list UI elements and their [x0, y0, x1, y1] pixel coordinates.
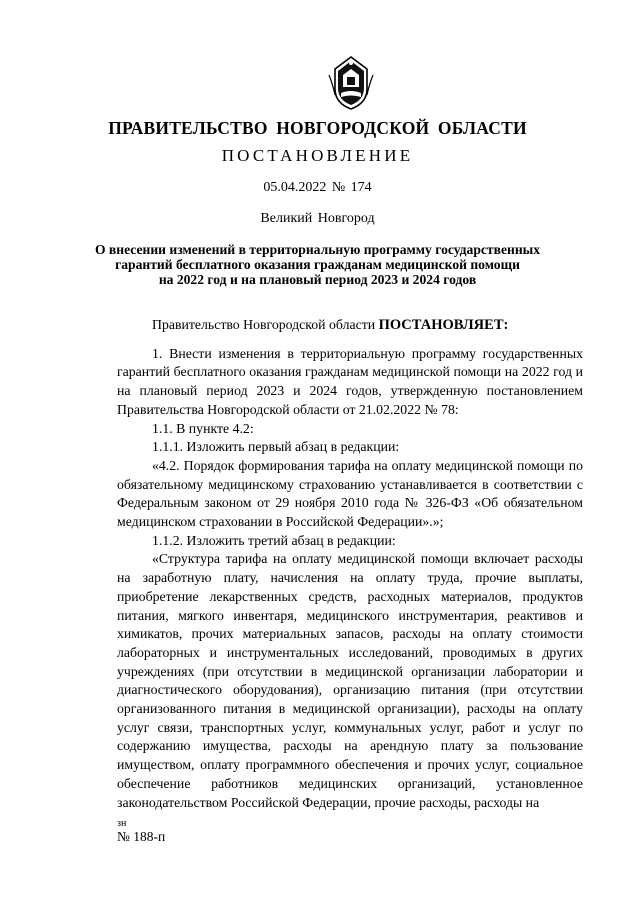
document-title — [0, 242, 635, 287]
lead-text: Правительство Новгородской области — [152, 317, 379, 332]
document-body — [117, 316, 583, 812]
paragraph: «Структура тарифа на оплату медицинской помощи включает расходы на заработную плату, начисления на оплату труда, прочие выплаты, приобретение лекарственных средств, расходных материалов, продуктов питания, мягкого инвентаря, медицинского инструментария, реактивов и химикатов, прочих материальных запасов, расходы на оплату стоимости лабораторных и инструментальных исследований, проводимых в других учреждениях (при отсутствии в медицинской организации лаборатории и диагностического оборудования), организацию питания (при отсутствии организованного питания в медицинской организации), расходы на оплату услуг связи, транспортных услуг, коммунальных услуг, работ и услуг по содержанию имущества, расходы на арендную плату за пользование имуществом, оплату программного обеспечения и прочих услуг, социальное обеспечение работников медицинских организаций, установленное законодательством Российской Федерации, прочие расходы, расходы на — [117, 551, 583, 810]
title-line: гарантий бесплатного оказания гражданам медицинской помощи — [115, 257, 520, 272]
document-type: ПОСТАНОВЛЕНИЕ — [221, 146, 414, 165]
paragraph: «4.2. Порядок формирования тарифа на оплату медицинской помощи по обязательному медицинскому страхованию устанавливается в соответствии с Федеральным законом от 29 ноября 2010 года № 326-ФЗ «Об обязательном медицинском страховании в Российской Федерации».»; — [117, 457, 583, 530]
footnote-mark: зн — [117, 818, 127, 829]
title-line: О внесении изменений в территориальную программу государственных — [94, 242, 541, 257]
document-number: № 188-п — [117, 829, 166, 844]
paragraph: 1.1.2. Изложить третий абзац в редакции: — [152, 532, 396, 548]
coat-of-arms-icon — [327, 55, 375, 111]
government-name: ПРАВИТЕЛЬСТВО НОВГОРОДСКОЙ ОБЛАСТИ — [108, 118, 527, 138]
resolution-lead — [117, 316, 583, 335]
paragraph: 1. Внести изменения в территориальную программу государственных гарантий бесплатного оказания гражданам медицинской помощи на 2022 год и на плановый период 2023 и 2024 годов, утвержденную постановлением Правительства Новгородской области от 21.02.2022 № 78: — [117, 345, 583, 417]
paragraph: 1.1.1. Изложить первый абзац в редакции: — [152, 439, 400, 455]
city: Великий Новгород — [260, 211, 375, 226]
date-and-number: 05.04.2022 № 174 — [263, 180, 372, 195]
paragraph: 1.1. В пункте 4.2: — [152, 420, 254, 436]
title-line: на 2022 год и на плановый период 2023 и 2024 годов — [158, 272, 477, 287]
lead-bold: ПОСТАНОВЛЯЕТ: — [378, 317, 509, 333]
